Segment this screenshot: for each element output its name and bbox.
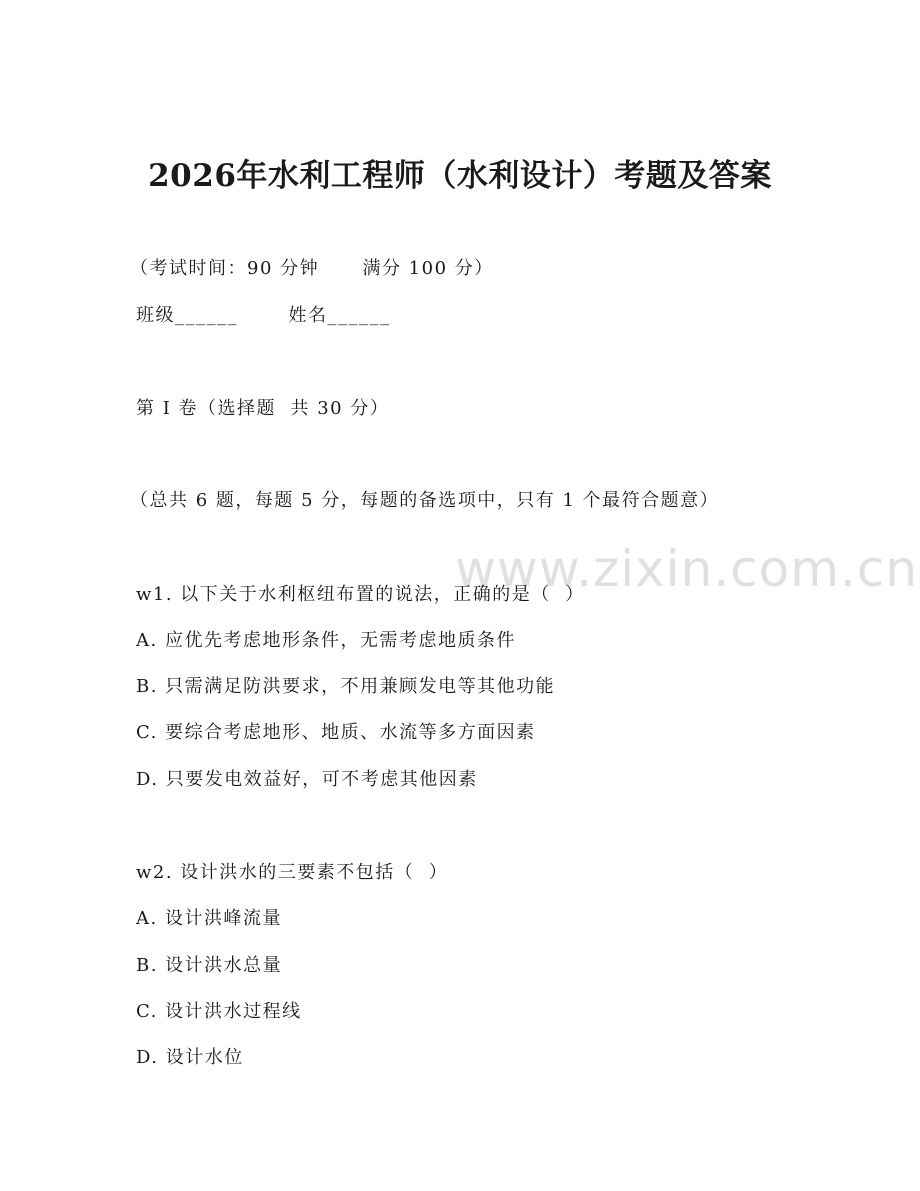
section-title: 第 I 卷（选择题 共 30 分） [136,398,390,419]
question-2-option-d: D. 设计水位 [136,1047,244,1068]
watermark: www.zixin.com.cn [455,540,919,598]
question-1-option-a: A. 应优先考虑地形条件，无需考虑地质条件 [136,630,516,651]
question-1-option-b: B. 只需满足防洪要求，不用兼顾发电等其他功能 [136,676,556,697]
question-1-option-d: D. 只要发电效益好，可不考虑其他因素 [136,769,478,790]
instructions: （总共 6 题，每题 5 分，每题的备选项中，只有 1 个最符合题意） [130,490,720,511]
question-1-stem: w1. 以下关于水利枢纽布置的说法，正确的是（ ） [136,584,585,605]
question-2-option-b: B. 设计洪水总量 [136,955,283,976]
page-title: 2026年水利工程师（水利设计）考题及答案 [148,158,772,194]
question-1-option-c: C. 要综合考虑地形、地质、水流等多方面因素 [136,722,536,743]
question-2-option-c: C. 设计洪水过程线 [136,1001,302,1022]
question-2-option-a: A. 设计洪峰流量 [136,908,282,929]
class-name-field: 班级______ 姓名______ [136,305,391,326]
question-2-stem: w2. 设计洪水的三要素不包括（ ） [136,862,449,883]
exam-info: （考试时间：90 分钟 满分 100 分） [130,258,494,279]
